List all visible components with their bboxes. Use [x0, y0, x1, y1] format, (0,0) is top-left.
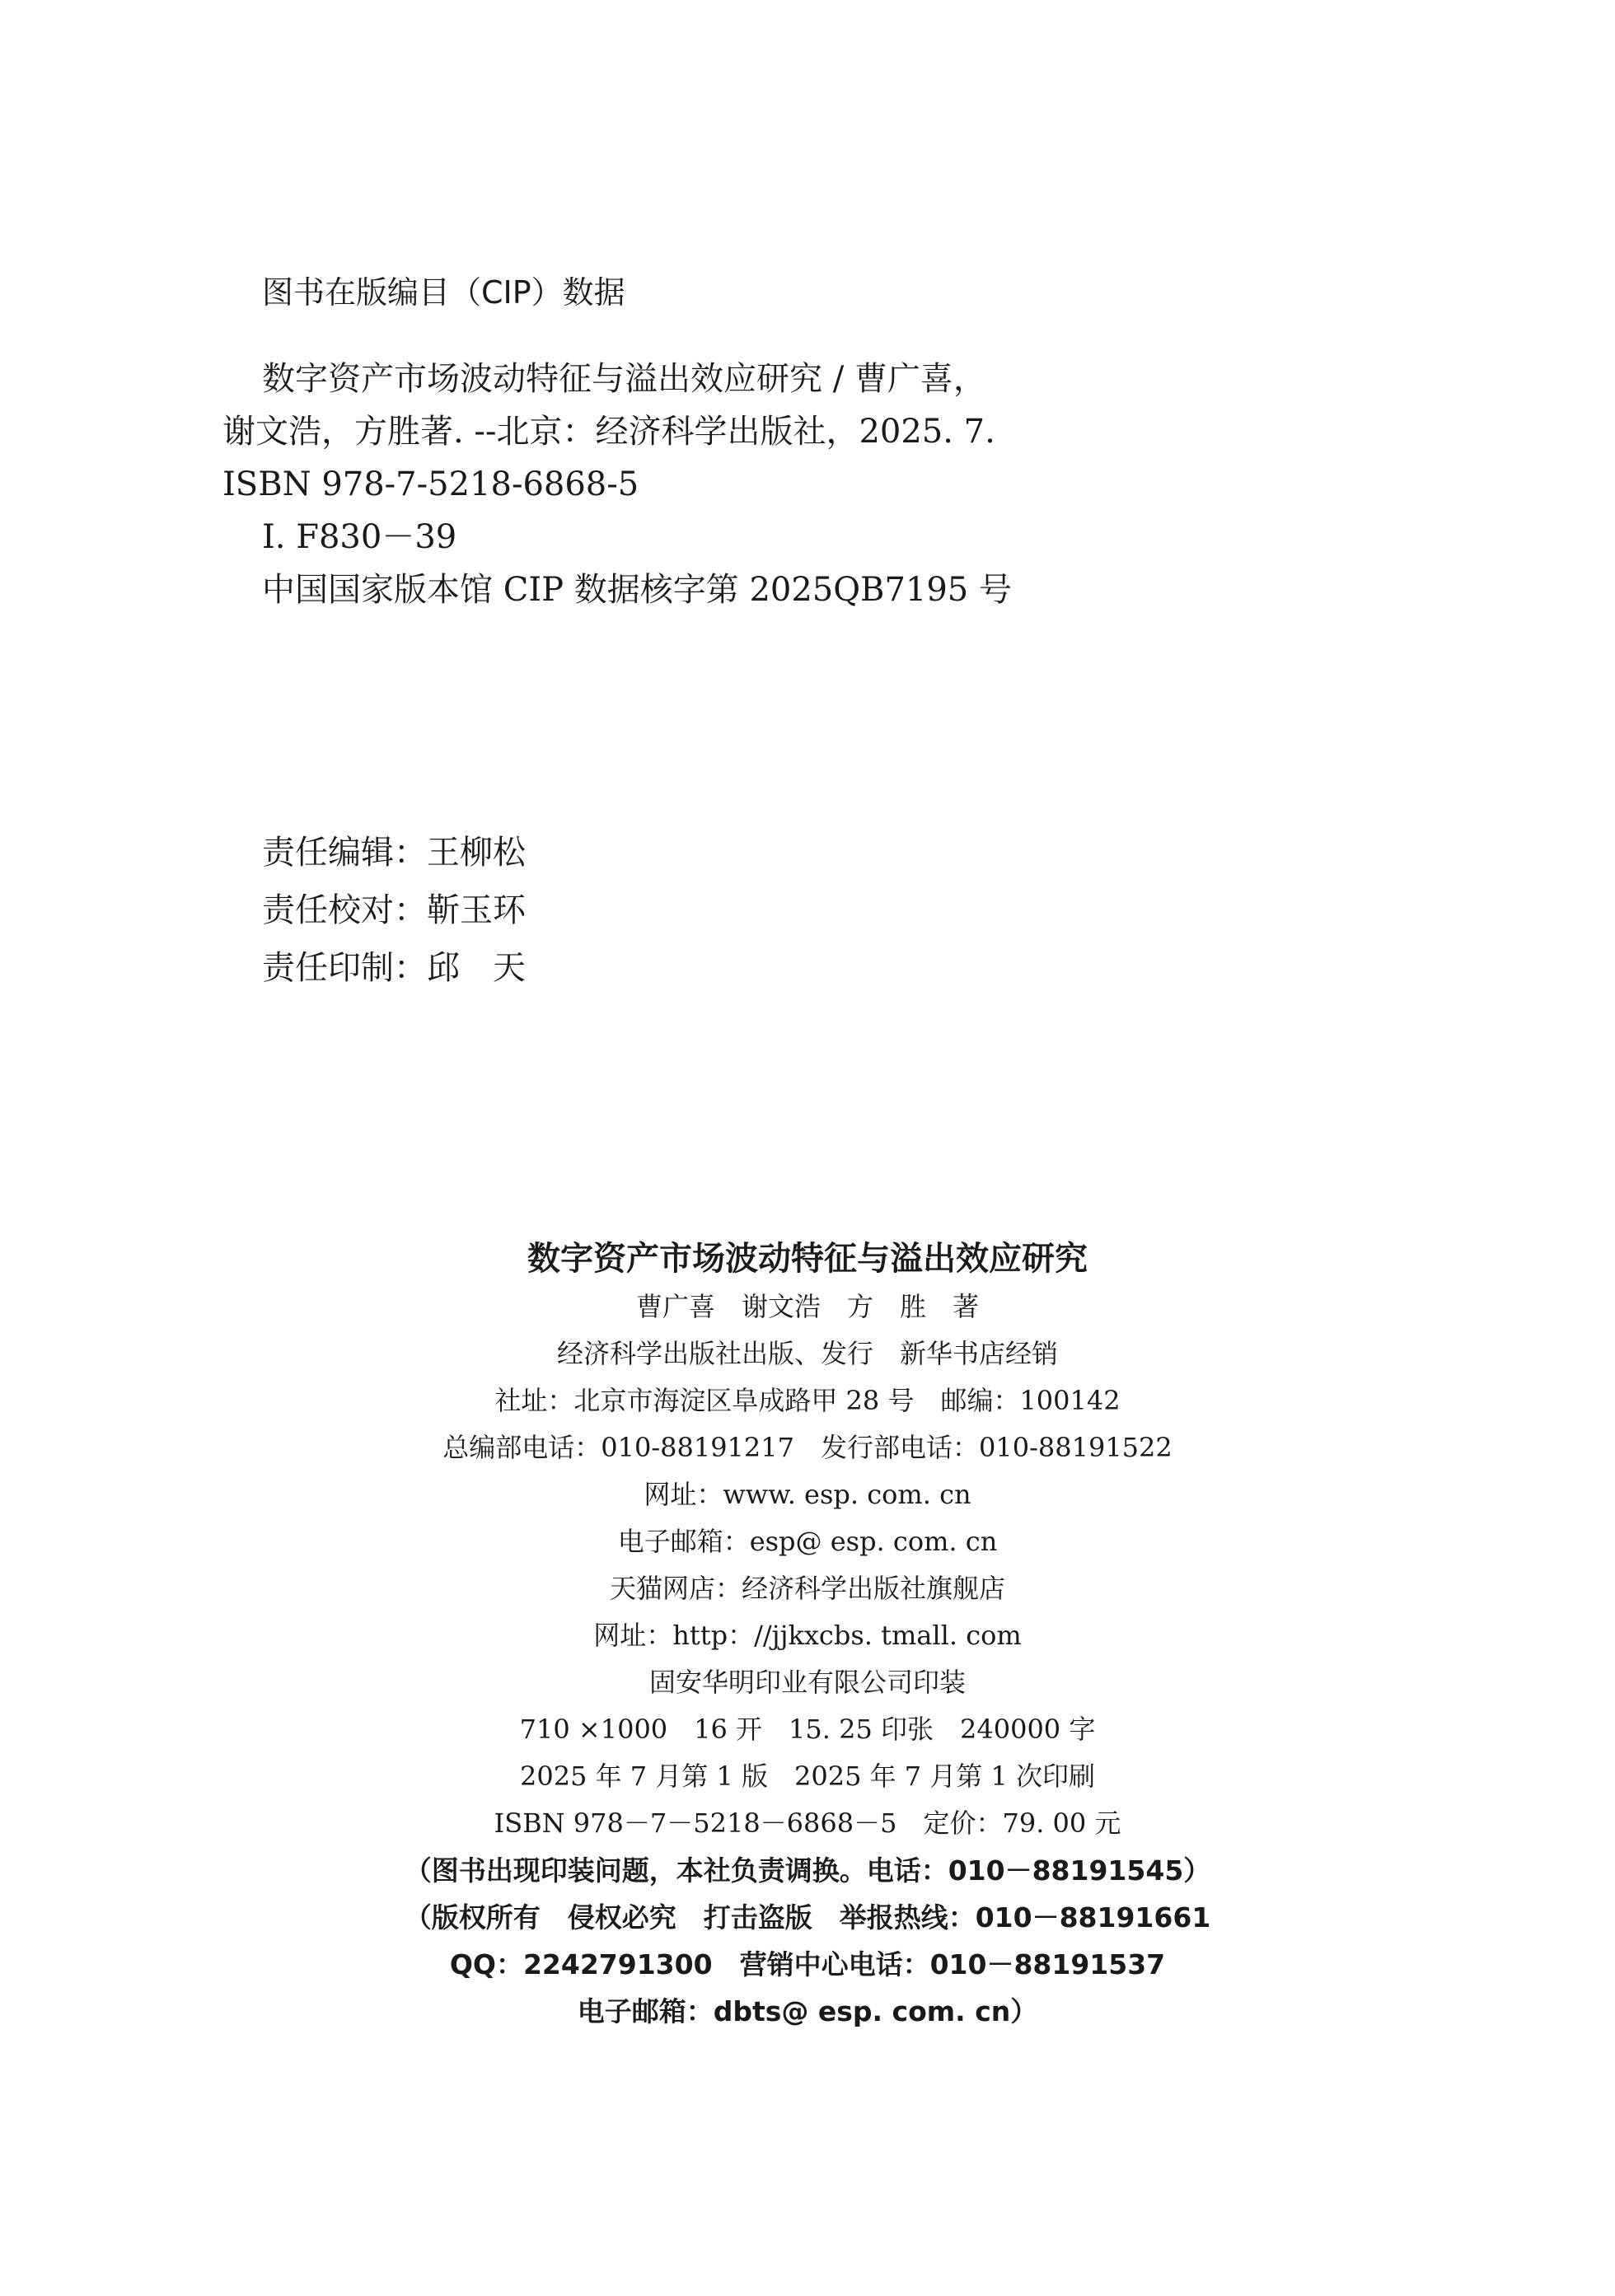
imprint-publisher: 经济科学出版社出版、发行 新华书店经销 — [556, 1338, 1058, 1369]
imprint-isbn-price: ISBN 978－7－5218－6868－5 定价：79. 00 元 — [494, 1807, 1121, 1839]
imprint-phones: 总编部电话：010-88191217 发行部电话：010-88191522 — [442, 1432, 1173, 1463]
notice-quality: （图书出现印装问题，本社负责调换。电话：010－88191545） — [404, 1854, 1211, 1887]
imprint-format: 710 ×1000 16 开 15. 25 印张 240000 字 — [519, 1714, 1096, 1745]
responsible-staff — [262, 824, 526, 997]
imprint-store-url: 网址：http：//jjkxcbs. tmall. com — [593, 1620, 1022, 1651]
imprint-edition: 2025 年 7 月第 1 版 2025 年 7 月第 1 次印刷 — [519, 1761, 1096, 1792]
imprint-title: 数字资产市场波动特征与溢出效应研究 — [527, 1240, 1088, 1278]
imprint-authors: 曹广喜 谢文浩 方 胜 著 — [635, 1291, 979, 1322]
imprint-email: 电子邮箱：esp@ esp. com. cn — [617, 1526, 998, 1557]
notice-qq-marketing: QQ：2242791300 营销中心电话：010－88191537 — [449, 1948, 1166, 1980]
cip-title-line: 数字资产市场波动特征与溢出效应研究 / 曹广喜， — [262, 360, 986, 398]
responsible-printing: 责任印制：邱 天 — [262, 949, 526, 987]
imprint-website: 网址：www. esp. com. cn — [644, 1479, 971, 1510]
cip-heading: 图书在版编目（CIP）数据 — [262, 274, 625, 311]
cip-authors-line: 谢文浩，方胜著. --北京：经济科学出版社，2025. 7. — [222, 413, 995, 451]
imprint-address: 社址：北京市海淀区阜成路甲 28 号 邮编：100142 — [494, 1385, 1121, 1416]
notice-copyright: （版权所有 侵权必究 打击盗版 举报热线：010－88191661 — [404, 1901, 1211, 1934]
imprint-block — [0, 1234, 1615, 2035]
notice-email: 电子邮箱：dbts@ esp. com. cn） — [577, 1995, 1038, 2027]
cip-record — [222, 353, 1327, 616]
cip-isbn-line: ISBN 978-7-5218-6868-5 — [222, 465, 639, 503]
cip-classification-line: Ⅰ. F830－39 — [262, 518, 457, 556]
cip-approval-line: 中国国家版本馆 CIP 数据核字第 2025QB7195 号 — [262, 571, 1012, 609]
imprint-tmall-store: 天猫网店：经济科学出版社旗舰店 — [609, 1573, 1005, 1604]
imprint-printer: 固安华明印业有限公司印装 — [648, 1667, 966, 1698]
responsible-editor: 责任编辑：王柳松 — [262, 834, 526, 872]
responsible-proofreader: 责任校对：靳玉环 — [262, 891, 526, 929]
